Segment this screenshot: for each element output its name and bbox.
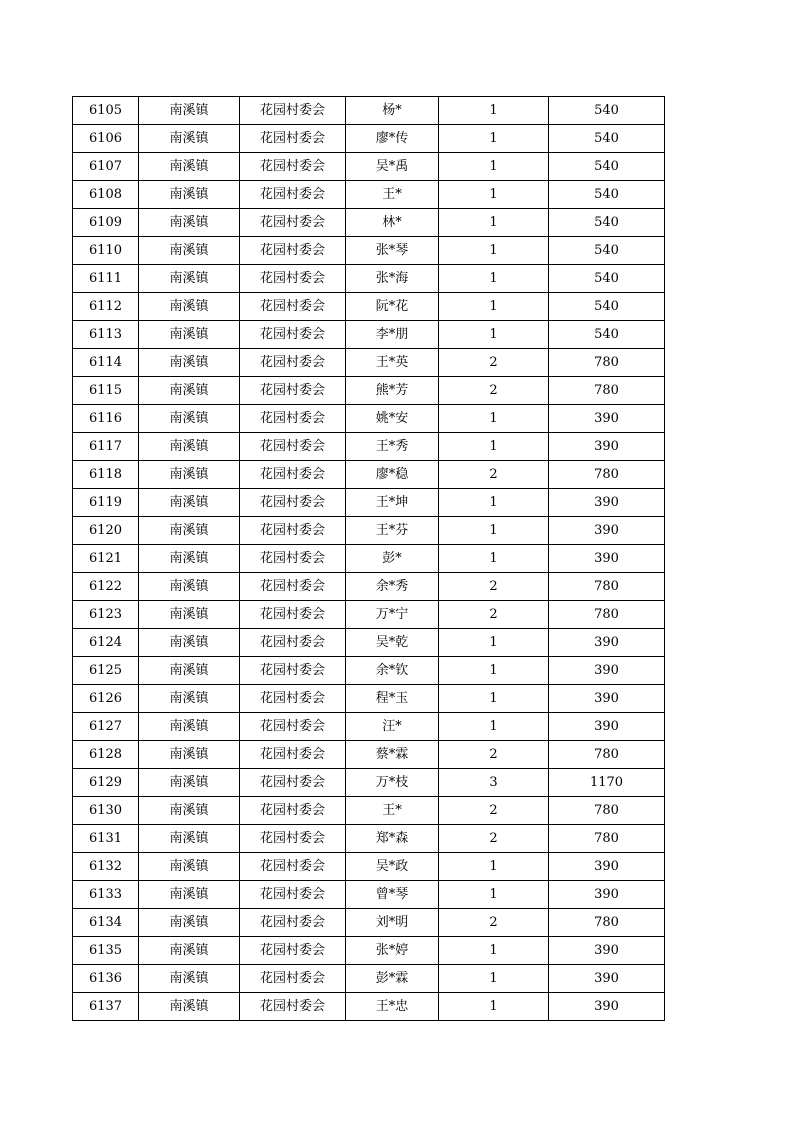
serial-cell: 6117 xyxy=(73,433,139,461)
town-cell: 南溪镇 xyxy=(139,713,240,741)
count-cell: 1 xyxy=(439,181,549,209)
name-cell: 廖*稳 xyxy=(346,461,439,489)
amount-cell: 780 xyxy=(549,377,665,405)
town-cell: 南溪镇 xyxy=(139,629,240,657)
town-cell: 南溪镇 xyxy=(139,377,240,405)
table-row xyxy=(73,517,665,545)
table-row xyxy=(73,125,665,153)
data-table xyxy=(72,96,665,1021)
name-cell: 万*宁 xyxy=(346,601,439,629)
count-cell: 1 xyxy=(439,685,549,713)
count-cell: 1 xyxy=(439,937,549,965)
name-cell: 吴*禹 xyxy=(346,153,439,181)
count-cell: 1 xyxy=(439,657,549,685)
town-cell: 南溪镇 xyxy=(139,181,240,209)
amount-cell: 780 xyxy=(549,909,665,937)
serial-cell: 6137 xyxy=(73,993,139,1021)
village-cell: 花园村委会 xyxy=(240,825,346,853)
amount-cell: 540 xyxy=(549,237,665,265)
serial-cell: 6127 xyxy=(73,713,139,741)
amount-cell: 1170 xyxy=(549,769,665,797)
table-row xyxy=(73,573,665,601)
table-row xyxy=(73,741,665,769)
serial-cell: 6126 xyxy=(73,685,139,713)
village-cell: 花园村委会 xyxy=(240,153,346,181)
serial-cell: 6105 xyxy=(73,97,139,125)
village-cell: 花园村委会 xyxy=(240,601,346,629)
village-cell: 花园村委会 xyxy=(240,349,346,377)
town-cell: 南溪镇 xyxy=(139,881,240,909)
name-cell: 彭*霖 xyxy=(346,965,439,993)
count-cell: 1 xyxy=(439,153,549,181)
amount-cell: 540 xyxy=(549,181,665,209)
serial-cell: 6115 xyxy=(73,377,139,405)
amount-cell: 780 xyxy=(549,601,665,629)
village-cell: 花园村委会 xyxy=(240,489,346,517)
village-cell: 花园村委会 xyxy=(240,629,346,657)
town-cell: 南溪镇 xyxy=(139,265,240,293)
table-row xyxy=(73,489,665,517)
name-cell: 王* xyxy=(346,181,439,209)
table-row xyxy=(73,881,665,909)
count-cell: 1 xyxy=(439,713,549,741)
village-cell: 花园村委会 xyxy=(240,713,346,741)
table-row xyxy=(73,601,665,629)
table-row xyxy=(73,825,665,853)
count-cell: 1 xyxy=(439,517,549,545)
table-row xyxy=(73,545,665,573)
table-row xyxy=(73,209,665,237)
town-cell: 南溪镇 xyxy=(139,601,240,629)
table-row xyxy=(73,293,665,321)
amount-cell: 390 xyxy=(549,685,665,713)
town-cell: 南溪镇 xyxy=(139,909,240,937)
village-cell: 花园村委会 xyxy=(240,265,346,293)
amount-cell: 780 xyxy=(549,825,665,853)
town-cell: 南溪镇 xyxy=(139,937,240,965)
serial-cell: 6132 xyxy=(73,853,139,881)
village-cell: 花园村委会 xyxy=(240,181,346,209)
count-cell: 2 xyxy=(439,461,549,489)
amount-cell: 540 xyxy=(549,125,665,153)
table-row xyxy=(73,265,665,293)
serial-cell: 6125 xyxy=(73,657,139,685)
name-cell: 张*海 xyxy=(346,265,439,293)
count-cell: 3 xyxy=(439,769,549,797)
table-body xyxy=(73,97,665,1021)
count-cell: 1 xyxy=(439,965,549,993)
name-cell: 郑*森 xyxy=(346,825,439,853)
town-cell: 南溪镇 xyxy=(139,545,240,573)
amount-cell: 390 xyxy=(549,713,665,741)
table-row xyxy=(73,937,665,965)
town-cell: 南溪镇 xyxy=(139,237,240,265)
amount-cell: 540 xyxy=(549,153,665,181)
serial-cell: 6136 xyxy=(73,965,139,993)
count-cell: 1 xyxy=(439,125,549,153)
name-cell: 王*秀 xyxy=(346,433,439,461)
name-cell: 曾*琴 xyxy=(346,881,439,909)
village-cell: 花园村委会 xyxy=(240,685,346,713)
table-row xyxy=(73,657,665,685)
amount-cell: 390 xyxy=(549,657,665,685)
village-cell: 花园村委会 xyxy=(240,881,346,909)
serial-cell: 6108 xyxy=(73,181,139,209)
village-cell: 花园村委会 xyxy=(240,853,346,881)
village-cell: 花园村委会 xyxy=(240,741,346,769)
village-cell: 花园村委会 xyxy=(240,321,346,349)
serial-cell: 6133 xyxy=(73,881,139,909)
amount-cell: 390 xyxy=(549,937,665,965)
serial-cell: 6128 xyxy=(73,741,139,769)
serial-cell: 6120 xyxy=(73,517,139,545)
count-cell: 2 xyxy=(439,573,549,601)
town-cell: 南溪镇 xyxy=(139,825,240,853)
village-cell: 花园村委会 xyxy=(240,377,346,405)
serial-cell: 6122 xyxy=(73,573,139,601)
count-cell: 2 xyxy=(439,825,549,853)
amount-cell: 540 xyxy=(549,265,665,293)
name-cell: 吴*乾 xyxy=(346,629,439,657)
serial-cell: 6109 xyxy=(73,209,139,237)
name-cell: 王*芬 xyxy=(346,517,439,545)
count-cell: 1 xyxy=(439,489,549,517)
name-cell: 王*坤 xyxy=(346,489,439,517)
town-cell: 南溪镇 xyxy=(139,517,240,545)
serial-cell: 6118 xyxy=(73,461,139,489)
village-cell: 花园村委会 xyxy=(240,909,346,937)
count-cell: 2 xyxy=(439,797,549,825)
village-cell: 花园村委会 xyxy=(240,97,346,125)
table-row xyxy=(73,97,665,125)
village-cell: 花园村委会 xyxy=(240,461,346,489)
name-cell: 王*忠 xyxy=(346,993,439,1021)
amount-cell: 780 xyxy=(549,461,665,489)
serial-cell: 6131 xyxy=(73,825,139,853)
amount-cell: 390 xyxy=(549,405,665,433)
table-row xyxy=(73,769,665,797)
amount-cell: 390 xyxy=(549,853,665,881)
serial-cell: 6114 xyxy=(73,349,139,377)
name-cell: 张*琴 xyxy=(346,237,439,265)
name-cell: 余*秀 xyxy=(346,573,439,601)
amount-cell: 780 xyxy=(549,741,665,769)
serial-cell: 6134 xyxy=(73,909,139,937)
town-cell: 南溪镇 xyxy=(139,769,240,797)
amount-cell: 390 xyxy=(549,433,665,461)
town-cell: 南溪镇 xyxy=(139,685,240,713)
town-cell: 南溪镇 xyxy=(139,321,240,349)
town-cell: 南溪镇 xyxy=(139,209,240,237)
town-cell: 南溪镇 xyxy=(139,125,240,153)
town-cell: 南溪镇 xyxy=(139,741,240,769)
name-cell: 廖*传 xyxy=(346,125,439,153)
table-row xyxy=(73,153,665,181)
name-cell: 杨* xyxy=(346,97,439,125)
table-row xyxy=(73,377,665,405)
name-cell: 吴*政 xyxy=(346,853,439,881)
town-cell: 南溪镇 xyxy=(139,853,240,881)
town-cell: 南溪镇 xyxy=(139,349,240,377)
serial-cell: 6129 xyxy=(73,769,139,797)
town-cell: 南溪镇 xyxy=(139,797,240,825)
amount-cell: 780 xyxy=(549,349,665,377)
village-cell: 花园村委会 xyxy=(240,993,346,1021)
amount-cell: 540 xyxy=(549,321,665,349)
serial-cell: 6121 xyxy=(73,545,139,573)
serial-cell: 6116 xyxy=(73,405,139,433)
village-cell: 花园村委会 xyxy=(240,573,346,601)
name-cell: 李*朋 xyxy=(346,321,439,349)
amount-cell: 390 xyxy=(549,489,665,517)
count-cell: 1 xyxy=(439,993,549,1021)
amount-cell: 390 xyxy=(549,517,665,545)
table-row xyxy=(73,909,665,937)
name-cell: 蔡*霖 xyxy=(346,741,439,769)
name-cell: 程*玉 xyxy=(346,685,439,713)
name-cell: 万*枝 xyxy=(346,769,439,797)
count-cell: 1 xyxy=(439,545,549,573)
count-cell: 2 xyxy=(439,741,549,769)
count-cell: 2 xyxy=(439,909,549,937)
town-cell: 南溪镇 xyxy=(139,461,240,489)
town-cell: 南溪镇 xyxy=(139,433,240,461)
amount-cell: 390 xyxy=(549,965,665,993)
town-cell: 南溪镇 xyxy=(139,573,240,601)
serial-cell: 6112 xyxy=(73,293,139,321)
amount-cell: 390 xyxy=(549,881,665,909)
table-row xyxy=(73,965,665,993)
name-cell: 张*婷 xyxy=(346,937,439,965)
village-cell: 花园村委会 xyxy=(240,769,346,797)
count-cell: 1 xyxy=(439,405,549,433)
town-cell: 南溪镇 xyxy=(139,153,240,181)
name-cell: 彭* xyxy=(346,545,439,573)
village-cell: 花园村委会 xyxy=(240,125,346,153)
name-cell: 姚*安 xyxy=(346,405,439,433)
table-row xyxy=(73,797,665,825)
town-cell: 南溪镇 xyxy=(139,993,240,1021)
village-cell: 花园村委会 xyxy=(240,797,346,825)
town-cell: 南溪镇 xyxy=(139,965,240,993)
serial-cell: 6130 xyxy=(73,797,139,825)
village-cell: 花园村委会 xyxy=(240,517,346,545)
name-cell: 林* xyxy=(346,209,439,237)
table-row xyxy=(73,237,665,265)
village-cell: 花园村委会 xyxy=(240,209,346,237)
count-cell: 1 xyxy=(439,293,549,321)
table-row xyxy=(73,713,665,741)
table-row xyxy=(73,629,665,657)
count-cell: 1 xyxy=(439,97,549,125)
name-cell: 汪* xyxy=(346,713,439,741)
amount-cell: 540 xyxy=(549,97,665,125)
village-cell: 花园村委会 xyxy=(240,937,346,965)
village-cell: 花园村委会 xyxy=(240,293,346,321)
count-cell: 1 xyxy=(439,881,549,909)
name-cell: 余*钦 xyxy=(346,657,439,685)
serial-cell: 6110 xyxy=(73,237,139,265)
amount-cell: 540 xyxy=(549,209,665,237)
serial-cell: 6107 xyxy=(73,153,139,181)
village-cell: 花园村委会 xyxy=(240,433,346,461)
serial-cell: 6135 xyxy=(73,937,139,965)
amount-cell: 780 xyxy=(549,573,665,601)
village-cell: 花园村委会 xyxy=(240,405,346,433)
count-cell: 2 xyxy=(439,377,549,405)
name-cell: 王*英 xyxy=(346,349,439,377)
serial-cell: 6113 xyxy=(73,321,139,349)
village-cell: 花园村委会 xyxy=(240,237,346,265)
name-cell: 熊*芳 xyxy=(346,377,439,405)
table-row xyxy=(73,853,665,881)
table-row xyxy=(73,321,665,349)
table-row xyxy=(73,433,665,461)
amount-cell: 540 xyxy=(549,293,665,321)
village-cell: 花园村委会 xyxy=(240,545,346,573)
count-cell: 1 xyxy=(439,321,549,349)
name-cell: 阮*花 xyxy=(346,293,439,321)
count-cell: 2 xyxy=(439,349,549,377)
count-cell: 1 xyxy=(439,209,549,237)
count-cell: 2 xyxy=(439,601,549,629)
village-cell: 花园村委会 xyxy=(240,657,346,685)
serial-cell: 6123 xyxy=(73,601,139,629)
serial-cell: 6106 xyxy=(73,125,139,153)
count-cell: 1 xyxy=(439,433,549,461)
table-row xyxy=(73,685,665,713)
count-cell: 1 xyxy=(439,853,549,881)
amount-cell: 390 xyxy=(549,993,665,1021)
amount-cell: 780 xyxy=(549,797,665,825)
town-cell: 南溪镇 xyxy=(139,293,240,321)
table-row xyxy=(73,405,665,433)
table-row xyxy=(73,349,665,377)
amount-cell: 390 xyxy=(549,545,665,573)
town-cell: 南溪镇 xyxy=(139,657,240,685)
table-row xyxy=(73,181,665,209)
serial-cell: 6111 xyxy=(73,265,139,293)
village-cell: 花园村委会 xyxy=(240,965,346,993)
count-cell: 1 xyxy=(439,265,549,293)
count-cell: 1 xyxy=(439,629,549,657)
table-row xyxy=(73,461,665,489)
table-row xyxy=(73,993,665,1021)
town-cell: 南溪镇 xyxy=(139,97,240,125)
amount-cell: 390 xyxy=(549,629,665,657)
serial-cell: 6119 xyxy=(73,489,139,517)
town-cell: 南溪镇 xyxy=(139,489,240,517)
serial-cell: 6124 xyxy=(73,629,139,657)
name-cell: 王* xyxy=(346,797,439,825)
name-cell: 刘*明 xyxy=(346,909,439,937)
count-cell: 1 xyxy=(439,237,549,265)
town-cell: 南溪镇 xyxy=(139,405,240,433)
